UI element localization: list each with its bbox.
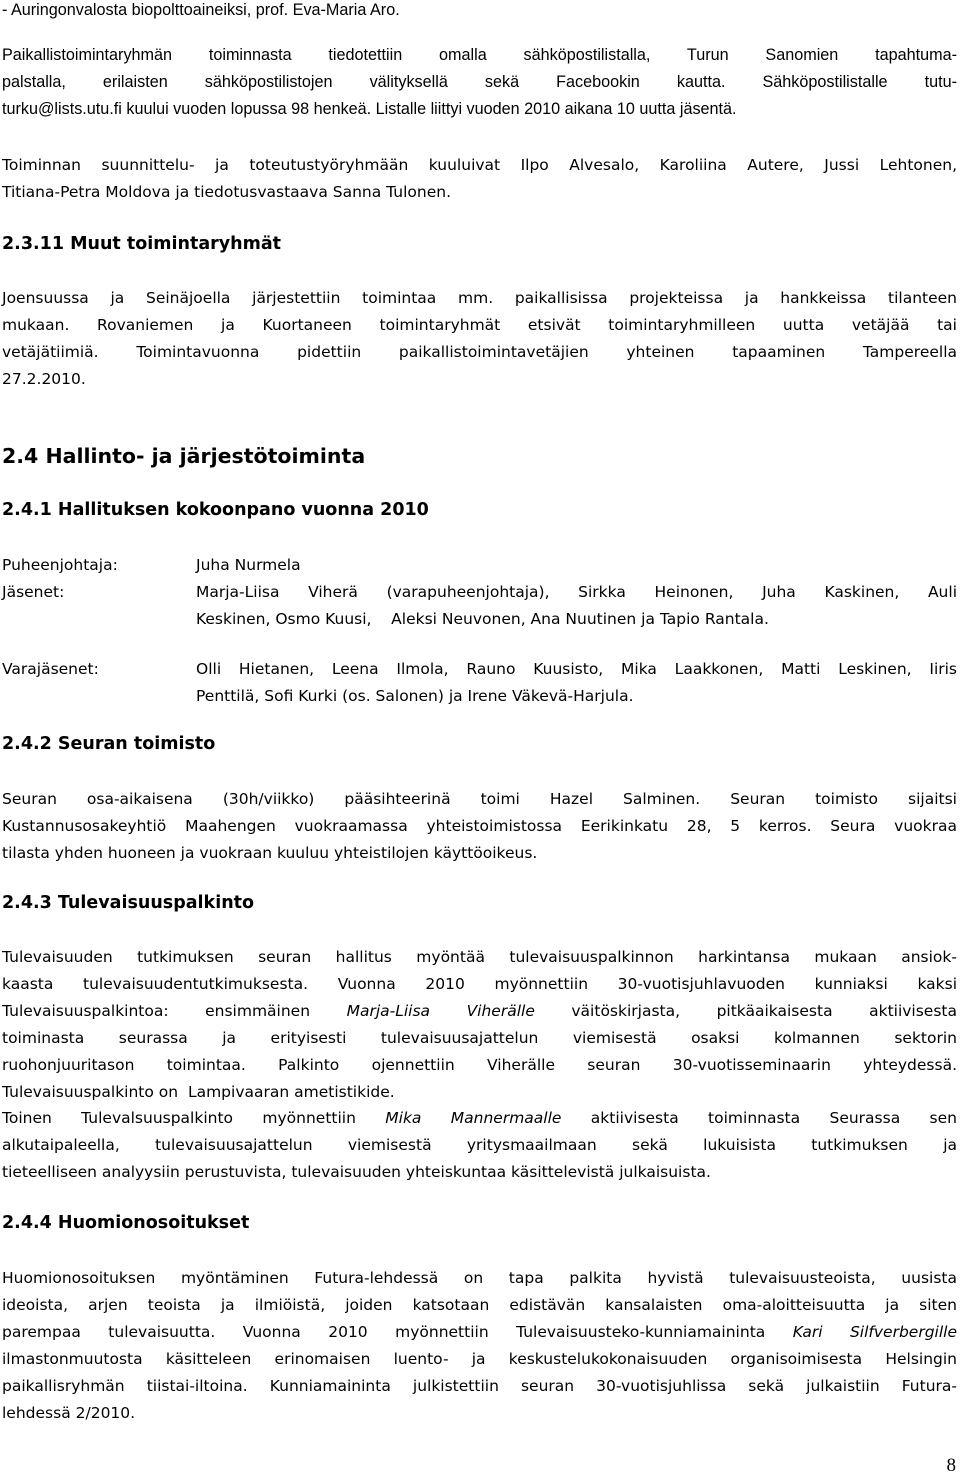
awardee-name: Mika Mannermaalle [385,1109,562,1127]
members-line: Marja-Liisa Viherä (varapuheenjohtaja), Sirkka Heinonen, Juha Kaskinen, Auli [196,583,957,601]
paragraph-line: mukaan. Rovaniemen ja Kuortaneen toimintaryhmät etsivät toimintaryhmilleen uutta vetäjää tai [2,316,957,334]
paragraph-line: Huomionosoituksen myöntäminen Futura-lehdessä on tapa palkita hyvistä tulevaisuusteoista, uusista [2,1269,957,1287]
paragraph-line: lehdessä 2/2010. [2,1404,136,1422]
deputies-line: Olli Hietanen, Leena Ilmola, Rauno Kuusisto, Mika Laakkonen, Matti Leskinen, Iiris [196,660,957,678]
section-heading: 2.4.2 Seuran toimisto [2,734,216,754]
awardee-name: Marja-Liisa Viherälle [346,1002,535,1020]
paragraph-line: alkutaipaleella, tulevaisuusajattelun viemisestä yritysmaailmaan sekä lukuisista tutkimuksen ja [2,1136,957,1154]
section-heading: 2.4.3 Tulevaisuuspalkinto [2,893,255,913]
paragraph-line: Joensuussa ja Seinäjoella järjestettiin toimintaa mm. paikallisissa projekteissa ja hankkeissa tilanteen [2,289,957,307]
chapter-heading: 2.4 Hallinto- ja järjestötoiminta [2,444,366,468]
paragraph-line: Tulevaisuuspalkinto on Lampivaaran ametistikide. [2,1083,395,1101]
text-run: Toinen Tulevalsuuspalkinto myönnettiin [2,1109,386,1127]
paragraph-line: tieteelliseen analyysiin perustuvista, tulevaisuuden yhteiskuntaa käsittelevistä julkaisuista. [2,1163,711,1181]
paragraph-line: ilmastonmuutosta käsitteleen erinomaisen luento- ja keskustelukokonaisuuden organisoimisesta Helsingin [2,1350,957,1368]
paragraph-line: tilasta yhden huoneen ja vuokraan kuuluu yhteistilojen käyttöoikeus. [2,844,538,862]
paragraph-line: Titiana-Petra Moldova ja tiedotusvastaava Sanna Tulonen. [2,183,452,201]
honoree-name: Kari Silfverbergille [792,1323,957,1341]
paragraph-line: Kustannusosakeyhtiö Maahengen vuokraamassa yhteistoimistossa Eerikinkatu 28, 5 kerros. Seura vuokraa [2,817,957,835]
paragraph-line: palstalla, erilaisten sähköpostilistojen välityksellä sekä Facebookin kautta. Sähköpostilistalle tutu- [2,73,957,91]
members-label: Jäsenet: [2,583,65,601]
section-heading: 2.4.1 Hallituksen kokoonpano vuonna 2010 [2,500,429,520]
text-run: Tulevaisuuspalkintoa: ensimmäinen [2,1002,347,1020]
deputies-line: Penttilä, Sofi Kurki (os. Salonen) ja Irene Väkevä-Harjula. [196,687,634,705]
paragraph-line: kaasta tulevaisuudentutkimuksesta. Vuonna 2010 myönnettiin 30-vuotisjuhlavuoden kunniaksi kaksi [2,975,957,993]
text-run: aktiivisesta toiminnasta Seurassa sen [561,1109,957,1127]
chair-value: Juha Nurmela [196,556,301,574]
page-number: 8 [946,1455,956,1476]
paragraph-line: Paikallistoimintaryhmän toiminnasta tiedotettiin omalla sähköpostilistalla, Turun Sanomien tapahtuma- [2,46,957,64]
section-heading: 2.3.11 Muut toimintaryhmät [2,234,282,254]
text-run: väitöskirjasta, pitkäaikaisesta aktiivisesta [534,1002,957,1020]
paragraph-line: ideoista, arjen teoista ja ilmiöistä, joiden katsotaan edistävän kansalaisten oma-aloitteisuutta ja siten [2,1296,957,1314]
paragraph-line: ruohonjuuritason toimintaa. Palkinto ojennettiin Viherälle seuran 30-vuotisseminaarin yhteydessä. [2,1056,957,1074]
paragraph-line: paikallisryhmän tiistai-iltoina. Kunniamaininta julkistettiin seuran 30-vuotisjuhlissa sekä julkaistiin Futura- [2,1377,957,1395]
lecture-line: - Auringonvalosta biopolttoaineiksi, prof. Eva-Maria Aro. [2,1,400,19]
paragraph-line: Seuran osa-aikaisena (30h/viikko) pääsihteerinä toimi Hazel Salminen. Seuran toimisto sijaitsi [2,790,957,808]
paragraph-line: Tulevaisuuden tutkimuksen seuran hallitus myöntää tulevaisuuspalkinnon harkintansa mukaan ansiok- [2,948,957,966]
paragraph-line: toiminasta seurassa ja erityisesti tulevaisuusajattelun viemisestä osaksi kolmannen sektorin [2,1029,957,1047]
paragraph-line [2,1001,957,1021]
paragraph-line: 27.2.2010. [2,370,86,388]
paragraph-line: Toiminnan suunnittelu- ja toteutustyöryhmään kuuluivat Ilpo Alvesalo, Karoliina Autere, Jussi Lehtonen, [2,156,957,174]
paragraph-line [2,1322,957,1342]
paragraph-line: turku@lists.utu.fi kuului vuoden lopussa 98 henkeä. Listalle liittyi vuoden 2010 aikana 10 uutta jäsentä. [2,100,737,118]
members-line: Keskinen, Osmo Kuusi, Aleksi Neuvonen, Ana Nuutinen ja Tapio Rantala. [196,610,769,628]
paragraph-line: vetäjätiimiä. Toimintavuonna pidettiin paikallistoimintavetäjien yhteinen tapaaminen Tampereella [2,343,957,361]
deputies-label: Varajäsenet: [2,660,99,678]
section-heading: 2.4.4 Huomionosoitukset [2,1213,250,1233]
text-run: parempaa tulevaisuutta. Vuonna 2010 myönnettiin Tulevaisuusteko-kunniamaininta [2,1323,793,1341]
chair-label: Puheenjohtaja: [2,556,118,574]
paragraph-line [2,1108,957,1128]
